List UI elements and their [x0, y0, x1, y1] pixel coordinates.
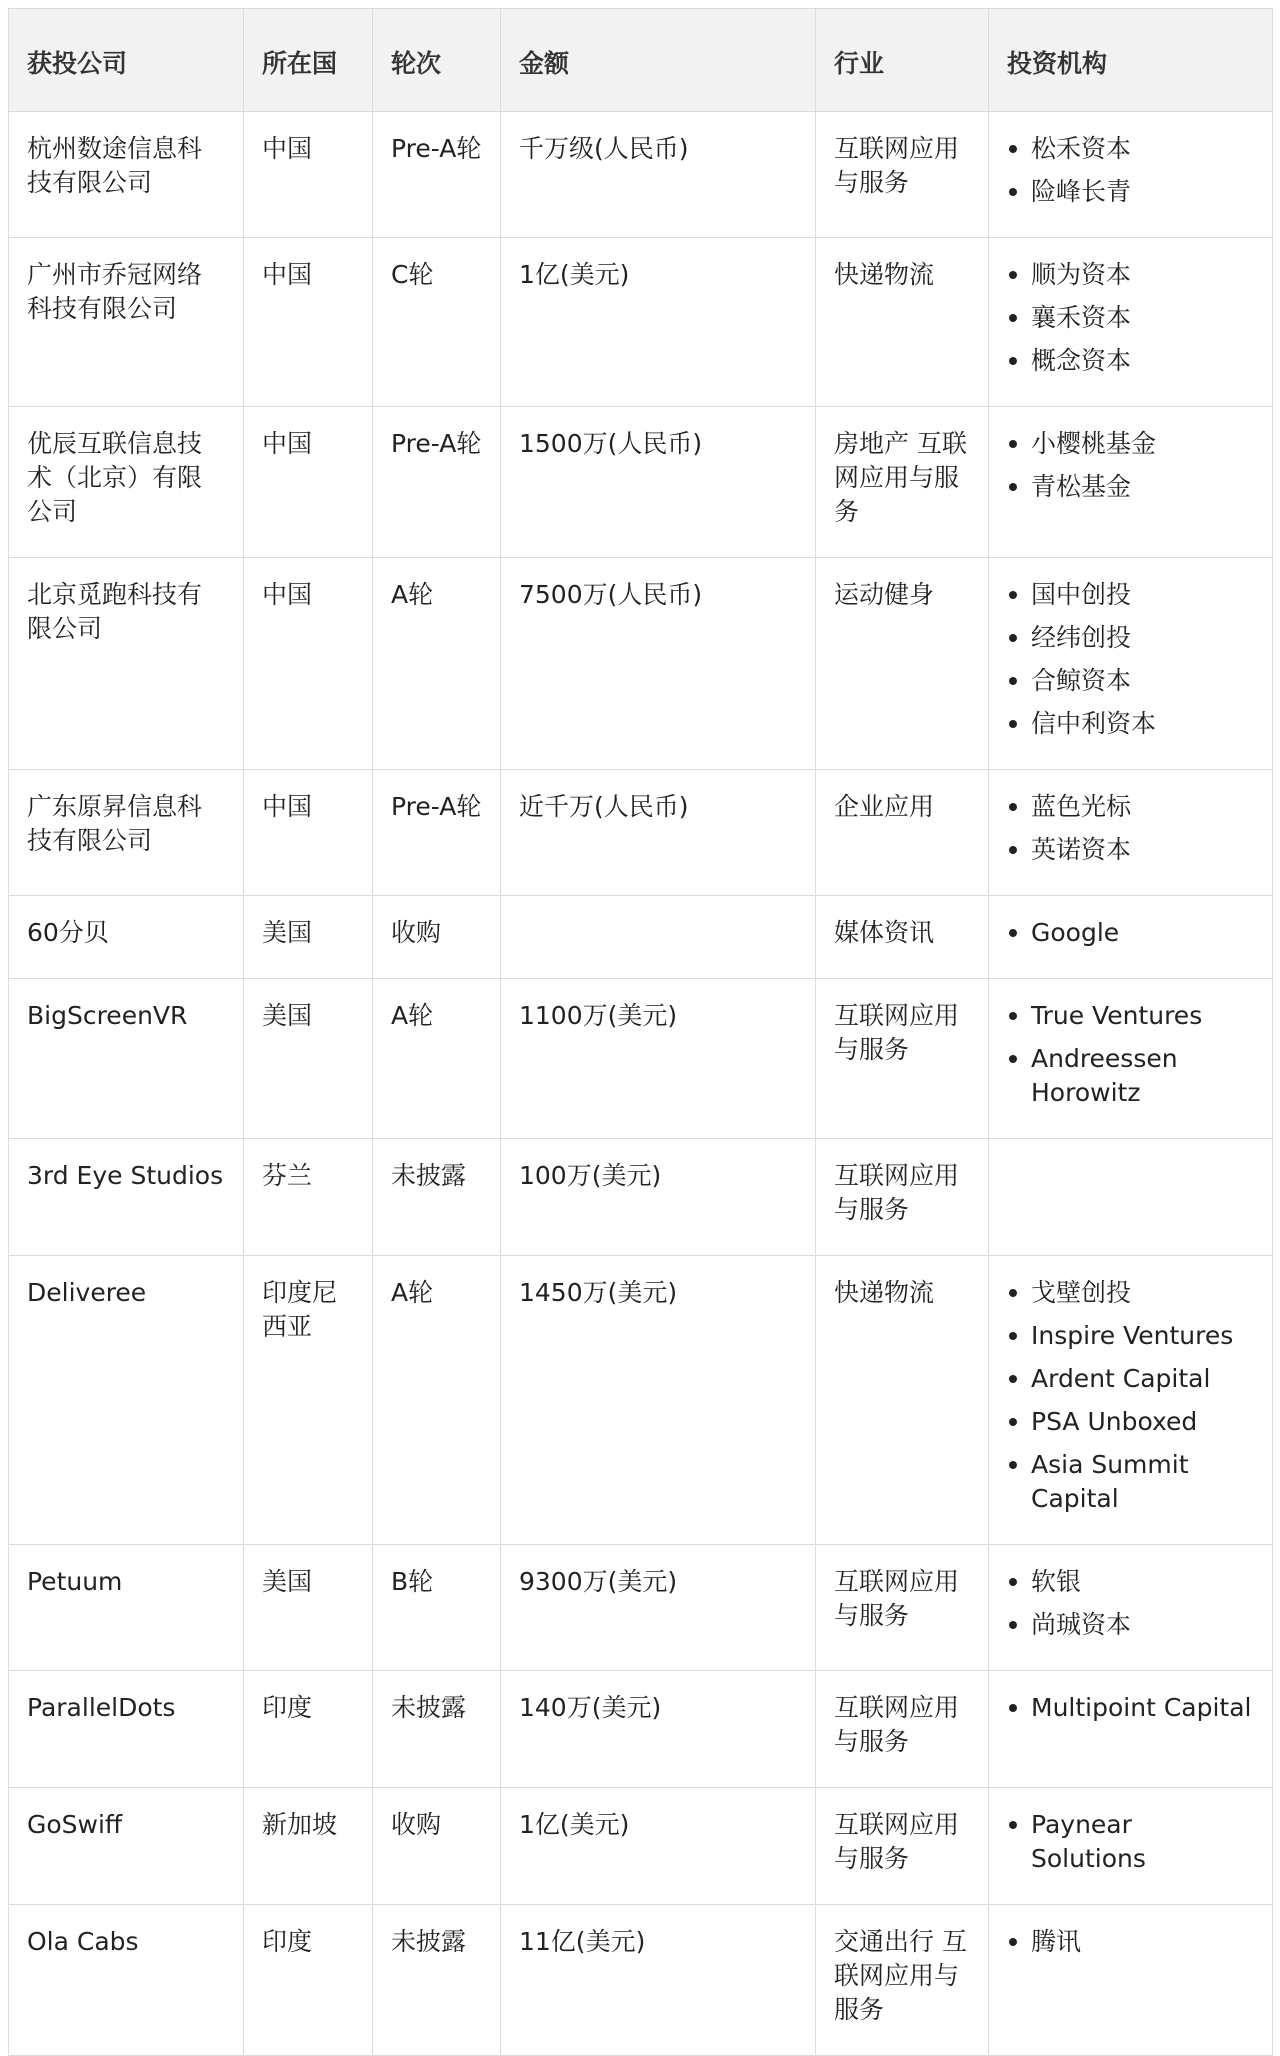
company-cell: 60分贝: [9, 896, 244, 979]
investor-item: [1007, 427, 1254, 461]
investor-list: [1007, 1691, 1254, 1725]
column-header-round: 轮次: [373, 9, 501, 112]
industry-cell: 媒体资讯: [816, 896, 989, 979]
amount-cell: 9300万(美元): [501, 1545, 816, 1671]
industry-cell: 房地产 互联网应用与服务: [816, 407, 989, 558]
investment-table-container: [8, 8, 1272, 2056]
investor-name: 小樱桃基金: [1031, 429, 1157, 458]
investor-item: [1007, 1042, 1254, 1110]
investor-item: [1007, 344, 1254, 378]
company-cell: 杭州数途信息科技有限公司: [9, 112, 244, 238]
company-cell: Deliveree: [9, 1256, 244, 1545]
company-cell: GoSwiff: [9, 1788, 244, 1905]
amount-cell: 千万级(人民币): [501, 112, 816, 238]
industry-cell: 互联网应用与服务: [816, 1788, 989, 1905]
round-cell: 未披露: [373, 1671, 501, 1788]
industry-cell: 互联网应用与服务: [816, 979, 989, 1139]
table-body: [9, 112, 1273, 2056]
round-cell: C轮: [373, 238, 501, 407]
investor-name: 英诺资本: [1031, 835, 1132, 864]
company-cell: ParallelDots: [9, 1671, 244, 1788]
investor-name: Andreessen Horowitz: [1031, 1044, 1178, 1107]
industry-cell: 企业应用: [816, 770, 989, 896]
bullet-icon: [1009, 357, 1017, 365]
country-cell: 美国: [244, 979, 373, 1139]
amount-cell: 140万(美元): [501, 1671, 816, 1788]
bullet-icon: [1009, 1821, 1017, 1829]
bullet-icon: [1009, 188, 1017, 196]
bullet-icon: [1009, 1418, 1017, 1426]
investor-name: 蓝色光标: [1031, 792, 1132, 821]
bullet-icon: [1009, 271, 1017, 279]
industry-cell: 互联网应用与服务: [816, 1545, 989, 1671]
investor-item: [1007, 1405, 1254, 1439]
investor-name: True Ventures: [1031, 1001, 1203, 1030]
investor-name: 松禾资本: [1031, 134, 1132, 163]
investor-list: [1007, 916, 1254, 950]
industry-cell: 互联网应用与服务: [816, 1671, 989, 1788]
round-cell: 收购: [373, 896, 501, 979]
industry-cell: 互联网应用与服务: [816, 112, 989, 238]
country-cell: 印度: [244, 1671, 373, 1788]
company-cell: 广州市乔冠网络科技有限公司: [9, 238, 244, 407]
table-row: [9, 979, 1273, 1139]
investor-name: 经纬创投: [1031, 623, 1132, 652]
investor-item: [1007, 664, 1254, 698]
bullet-icon: [1009, 1621, 1017, 1629]
table-row: [9, 1905, 1273, 2056]
bullet-icon: [1009, 929, 1017, 937]
investor-name: Google: [1031, 918, 1120, 947]
country-cell: 中国: [244, 407, 373, 558]
investor-name: Asia Summit Capital: [1031, 1450, 1189, 1513]
bullet-icon: [1009, 803, 1017, 811]
investors-cell: [989, 238, 1273, 407]
investors-cell: [989, 1139, 1273, 1256]
investor-item: [1007, 999, 1254, 1033]
investor-item: [1007, 1276, 1254, 1310]
amount-cell: 1100万(美元): [501, 979, 816, 1139]
investment-table: [8, 8, 1273, 2056]
investor-name: Ardent Capital: [1031, 1364, 1211, 1393]
investor-name: 顺为资本: [1031, 260, 1132, 289]
round-cell: Pre-A轮: [373, 770, 501, 896]
table-row: [9, 1788, 1273, 1905]
round-cell: 未披露: [373, 1905, 501, 2056]
investor-item: [1007, 301, 1254, 335]
amount-cell: [501, 896, 816, 979]
column-header-industry: 行业: [816, 9, 989, 112]
investor-list: [1007, 1565, 1254, 1642]
bullet-icon: [1009, 1012, 1017, 1020]
investor-item: [1007, 1925, 1254, 1959]
table-row: [9, 1256, 1273, 1545]
amount-cell: 1亿(美元): [501, 238, 816, 407]
country-cell: 新加坡: [244, 1788, 373, 1905]
investor-name: 险峰长青: [1031, 177, 1132, 206]
amount-cell: 1亿(美元): [501, 1788, 816, 1905]
investors-cell: [989, 558, 1273, 770]
investor-list: [1007, 1276, 1254, 1516]
investor-list: [1007, 132, 1254, 209]
company-cell: 北京觅跑科技有限公司: [9, 558, 244, 770]
table-row: [9, 896, 1273, 979]
investor-name: 青松基金: [1031, 472, 1132, 501]
bullet-icon: [1009, 483, 1017, 491]
amount-cell: 近千万(人民币): [501, 770, 816, 896]
table-row: [9, 112, 1273, 238]
investor-name: 尚珹资本: [1031, 1610, 1132, 1639]
investors-cell: [989, 1671, 1273, 1788]
table-row: [9, 770, 1273, 896]
round-cell: A轮: [373, 558, 501, 770]
company-cell: BigScreenVR: [9, 979, 244, 1139]
investor-item: [1007, 1362, 1254, 1396]
bullet-icon: [1009, 314, 1017, 322]
bullet-icon: [1009, 591, 1017, 599]
country-cell: 中国: [244, 112, 373, 238]
bullet-icon: [1009, 677, 1017, 685]
country-cell: 印度尼西亚: [244, 1256, 373, 1545]
investor-list: [1007, 999, 1254, 1110]
investors-cell: [989, 896, 1273, 979]
investor-name: Multipoint Capital: [1031, 1693, 1252, 1722]
industry-cell: 运动健身: [816, 558, 989, 770]
investor-name: 戈壁创投: [1031, 1278, 1132, 1307]
country-cell: 中国: [244, 558, 373, 770]
round-cell: 未披露: [373, 1139, 501, 1256]
round-cell: A轮: [373, 1256, 501, 1545]
investors-cell: [989, 770, 1273, 896]
industry-cell: 互联网应用与服务: [816, 1139, 989, 1256]
country-cell: 美国: [244, 1545, 373, 1671]
investor-item: [1007, 175, 1254, 209]
table-row: [9, 1545, 1273, 1671]
investor-name: 腾讯: [1031, 1927, 1082, 1956]
investor-list: [1007, 1925, 1254, 1959]
table-header-row: [9, 9, 1273, 112]
round-cell: B轮: [373, 1545, 501, 1671]
investor-name: PSA Unboxed: [1031, 1407, 1198, 1436]
investor-item: [1007, 833, 1254, 867]
country-cell: 中国: [244, 238, 373, 407]
investor-name: 襄禾资本: [1031, 303, 1132, 332]
bullet-icon: [1009, 1461, 1017, 1469]
round-cell: Pre-A轮: [373, 407, 501, 558]
column-header-company: 获投公司: [9, 9, 244, 112]
bullet-icon: [1009, 1332, 1017, 1340]
investor-item: [1007, 1808, 1254, 1876]
industry-cell: 交通出行 互联网应用与服务: [816, 1905, 989, 2056]
investor-item: [1007, 1691, 1254, 1725]
amount-cell: 1450万(美元): [501, 1256, 816, 1545]
bullet-icon: [1009, 846, 1017, 854]
investor-item: [1007, 790, 1254, 824]
investors-cell: [989, 407, 1273, 558]
bullet-icon: [1009, 720, 1017, 728]
investor-name: 合鲸资本: [1031, 666, 1132, 695]
investors-cell: [989, 1256, 1273, 1545]
investors-cell: [989, 979, 1273, 1139]
column-header-amount: 金额: [501, 9, 816, 112]
round-cell: Pre-A轮: [373, 112, 501, 238]
column-header-investors: 投资机构: [989, 9, 1273, 112]
table-row: [9, 238, 1273, 407]
amount-cell: 100万(美元): [501, 1139, 816, 1256]
company-cell: Ola Cabs: [9, 1905, 244, 2056]
bullet-icon: [1009, 634, 1017, 642]
table-row: [9, 1139, 1273, 1256]
country-cell: 中国: [244, 770, 373, 896]
investor-item: [1007, 1565, 1254, 1599]
amount-cell: 1500万(人民币): [501, 407, 816, 558]
investor-name: 信中利资本: [1031, 709, 1157, 738]
industry-cell: 快递物流: [816, 1256, 989, 1545]
investor-item: [1007, 258, 1254, 292]
investor-item: [1007, 578, 1254, 612]
investor-item: [1007, 707, 1254, 741]
investors-cell: [989, 1545, 1273, 1671]
company-cell: 优辰互联信息技术（北京）有限公司: [9, 407, 244, 558]
investor-list: [1007, 258, 1254, 378]
investor-list: [1007, 427, 1254, 504]
bullet-icon: [1009, 1375, 1017, 1383]
investor-name: 国中创投: [1031, 580, 1132, 609]
bullet-icon: [1009, 1704, 1017, 1712]
investor-item: [1007, 1319, 1254, 1353]
investors-cell: [989, 1788, 1273, 1905]
amount-cell: 11亿(美元): [501, 1905, 816, 2056]
investor-list: [1007, 1808, 1254, 1876]
bullet-icon: [1009, 1578, 1017, 1586]
table-row: [9, 407, 1273, 558]
company-cell: Petuum: [9, 1545, 244, 1671]
company-cell: 3rd Eye Studios: [9, 1139, 244, 1256]
investor-name: 软银: [1031, 1567, 1082, 1596]
investor-name: Paynear Solutions: [1031, 1810, 1146, 1873]
bullet-icon: [1009, 1055, 1017, 1063]
investor-item: [1007, 916, 1254, 950]
amount-cell: 7500万(人民币): [501, 558, 816, 770]
table-row: [9, 558, 1273, 770]
investor-item: [1007, 621, 1254, 655]
investors-cell: [989, 112, 1273, 238]
investor-item: [1007, 470, 1254, 504]
country-cell: 印度: [244, 1905, 373, 2056]
table-row: [9, 1671, 1273, 1788]
investor-name: 概念资本: [1031, 346, 1132, 375]
investors-cell: [989, 1905, 1273, 2056]
bullet-icon: [1009, 1938, 1017, 1946]
investor-item: [1007, 132, 1254, 166]
company-cell: 广东原昇信息科技有限公司: [9, 770, 244, 896]
country-cell: 芬兰: [244, 1139, 373, 1256]
investor-item: [1007, 1448, 1254, 1516]
column-header-country: 所在国: [244, 9, 373, 112]
investor-item: [1007, 1608, 1254, 1642]
bullet-icon: [1009, 1289, 1017, 1297]
round-cell: 收购: [373, 1788, 501, 1905]
bullet-icon: [1009, 145, 1017, 153]
country-cell: 美国: [244, 896, 373, 979]
industry-cell: 快递物流: [816, 238, 989, 407]
bullet-icon: [1009, 440, 1017, 448]
investor-list: [1007, 578, 1254, 741]
round-cell: A轮: [373, 979, 501, 1139]
investor-list: [1007, 790, 1254, 867]
investor-name: Inspire Ventures: [1031, 1321, 1234, 1350]
